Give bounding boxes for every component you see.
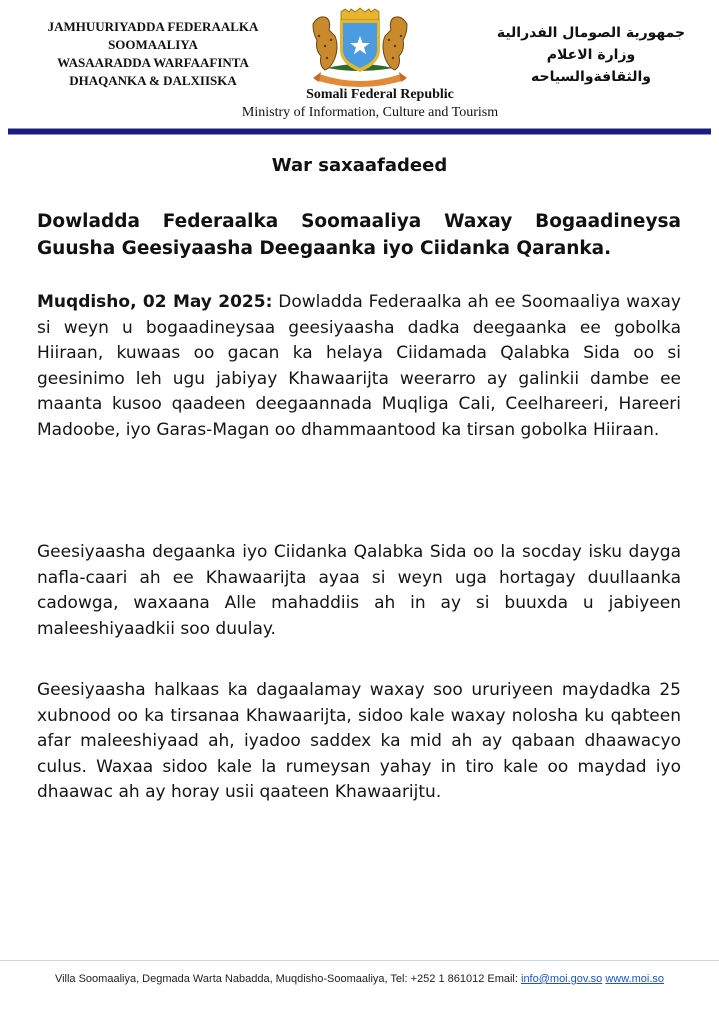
footer-email-link[interactable]: info@moi.gov.so: [521, 973, 603, 985]
footer-divider: [0, 960, 719, 961]
footer-website-link[interactable]: www.moi.so: [605, 973, 665, 985]
letterhead-left-line: WASAARADDA WARFAAFINTA: [57, 55, 249, 70]
footer-address: Villa Soomaaliya, Degmada Warta Nabadda, Muqdisho-Soomaaliya, Tel: +252 1 861012 Email:: [54, 973, 521, 985]
letterhead: [0, 0, 719, 135]
paragraph-2: Geesiyaasha degaanka iyo Ciidanka Qalabka Sida oo la socday isku dayga nafla-caari ah ee Khawaarijta ayaa si weyn uga hortagay duullaanka cadowga, waxaana Alle mahaddiis ah in ay si buuxda u jabiyeen maleeshiyaadkii soo duulay.: [37, 542, 681, 639]
letterhead-somali-block: [28, 18, 278, 90]
letterhead-divider: [8, 128, 711, 135]
coat-of-arms-icon: [305, 6, 415, 88]
paragraph-1: [37, 290, 681, 444]
letterhead-left-line: JAMHUURIYADDA FEDERAALKA: [47, 19, 259, 34]
letterhead-arabic-block: [481, 22, 701, 88]
paragraph-text: Dowladda Federaalka ah ee Soomaaliya waxay si weyn u bogaadineysaa geesiyaasha dadka deegaanka ee gobolka Hiiraan, kuwaas oo gacan ka helaya Ciidamada Qalabka Sida oo si geesinimo leh ugu jabiyay Khawaarijta weerarro ay galinkii dambe ee maanta kusoo qaadeen deegaannada Muqliga Cali, Ceelhareeri, Hareeri Madoobe, iyo Garas-Magan oo dhammaantood ka tirsan gobolka Hiiraan.: [37, 292, 681, 440]
letterhead-republic-title: Somali Federal Republic: [306, 87, 454, 102]
footer: [0, 973, 719, 985]
letterhead-right-line: والثقافةوالسياحه: [530, 69, 652, 85]
letterhead-ministry-name: Ministry of Information, Culture and Tourism: [241, 105, 499, 120]
letterhead-left-line: DHAQANKA & DALXIISKA: [69, 73, 237, 88]
dateline: Muqdisho, 02 May 2025:: [37, 292, 273, 312]
document-headline: Dowladda Federaalka Soomaaliya Waxay Bogaadineysa Guusha Geesiyaasha Deegaanka iyo Ciidanka Qaranka.: [37, 211, 681, 259]
document-title: War saxaafadeed: [271, 155, 448, 176]
letterhead-left-line: SOOMAALIYA: [108, 37, 198, 52]
letterhead-right-line: وزارة الاعلام: [546, 47, 636, 63]
letterhead-right-line: جمهورية الصومال الفدرالية: [496, 25, 686, 41]
paragraph-3: Geesiyaasha halkaas ka dagaalamay waxay soo ururiyeen maydadka 25 xubnood oo ka tirsanaa Khawaarijta, sidoo kale waxay nolosha ku qabteen afar maleeshiyaad ah, iyadoo saddex ka mid ah ay qabaan dhaawacyo culus. Waxaa sidoo kale la rumeysan yahay in tiro kale oo maydad iyo dhaawac ah ay horay usii qaateen Khawaarijtu.: [37, 680, 681, 803]
